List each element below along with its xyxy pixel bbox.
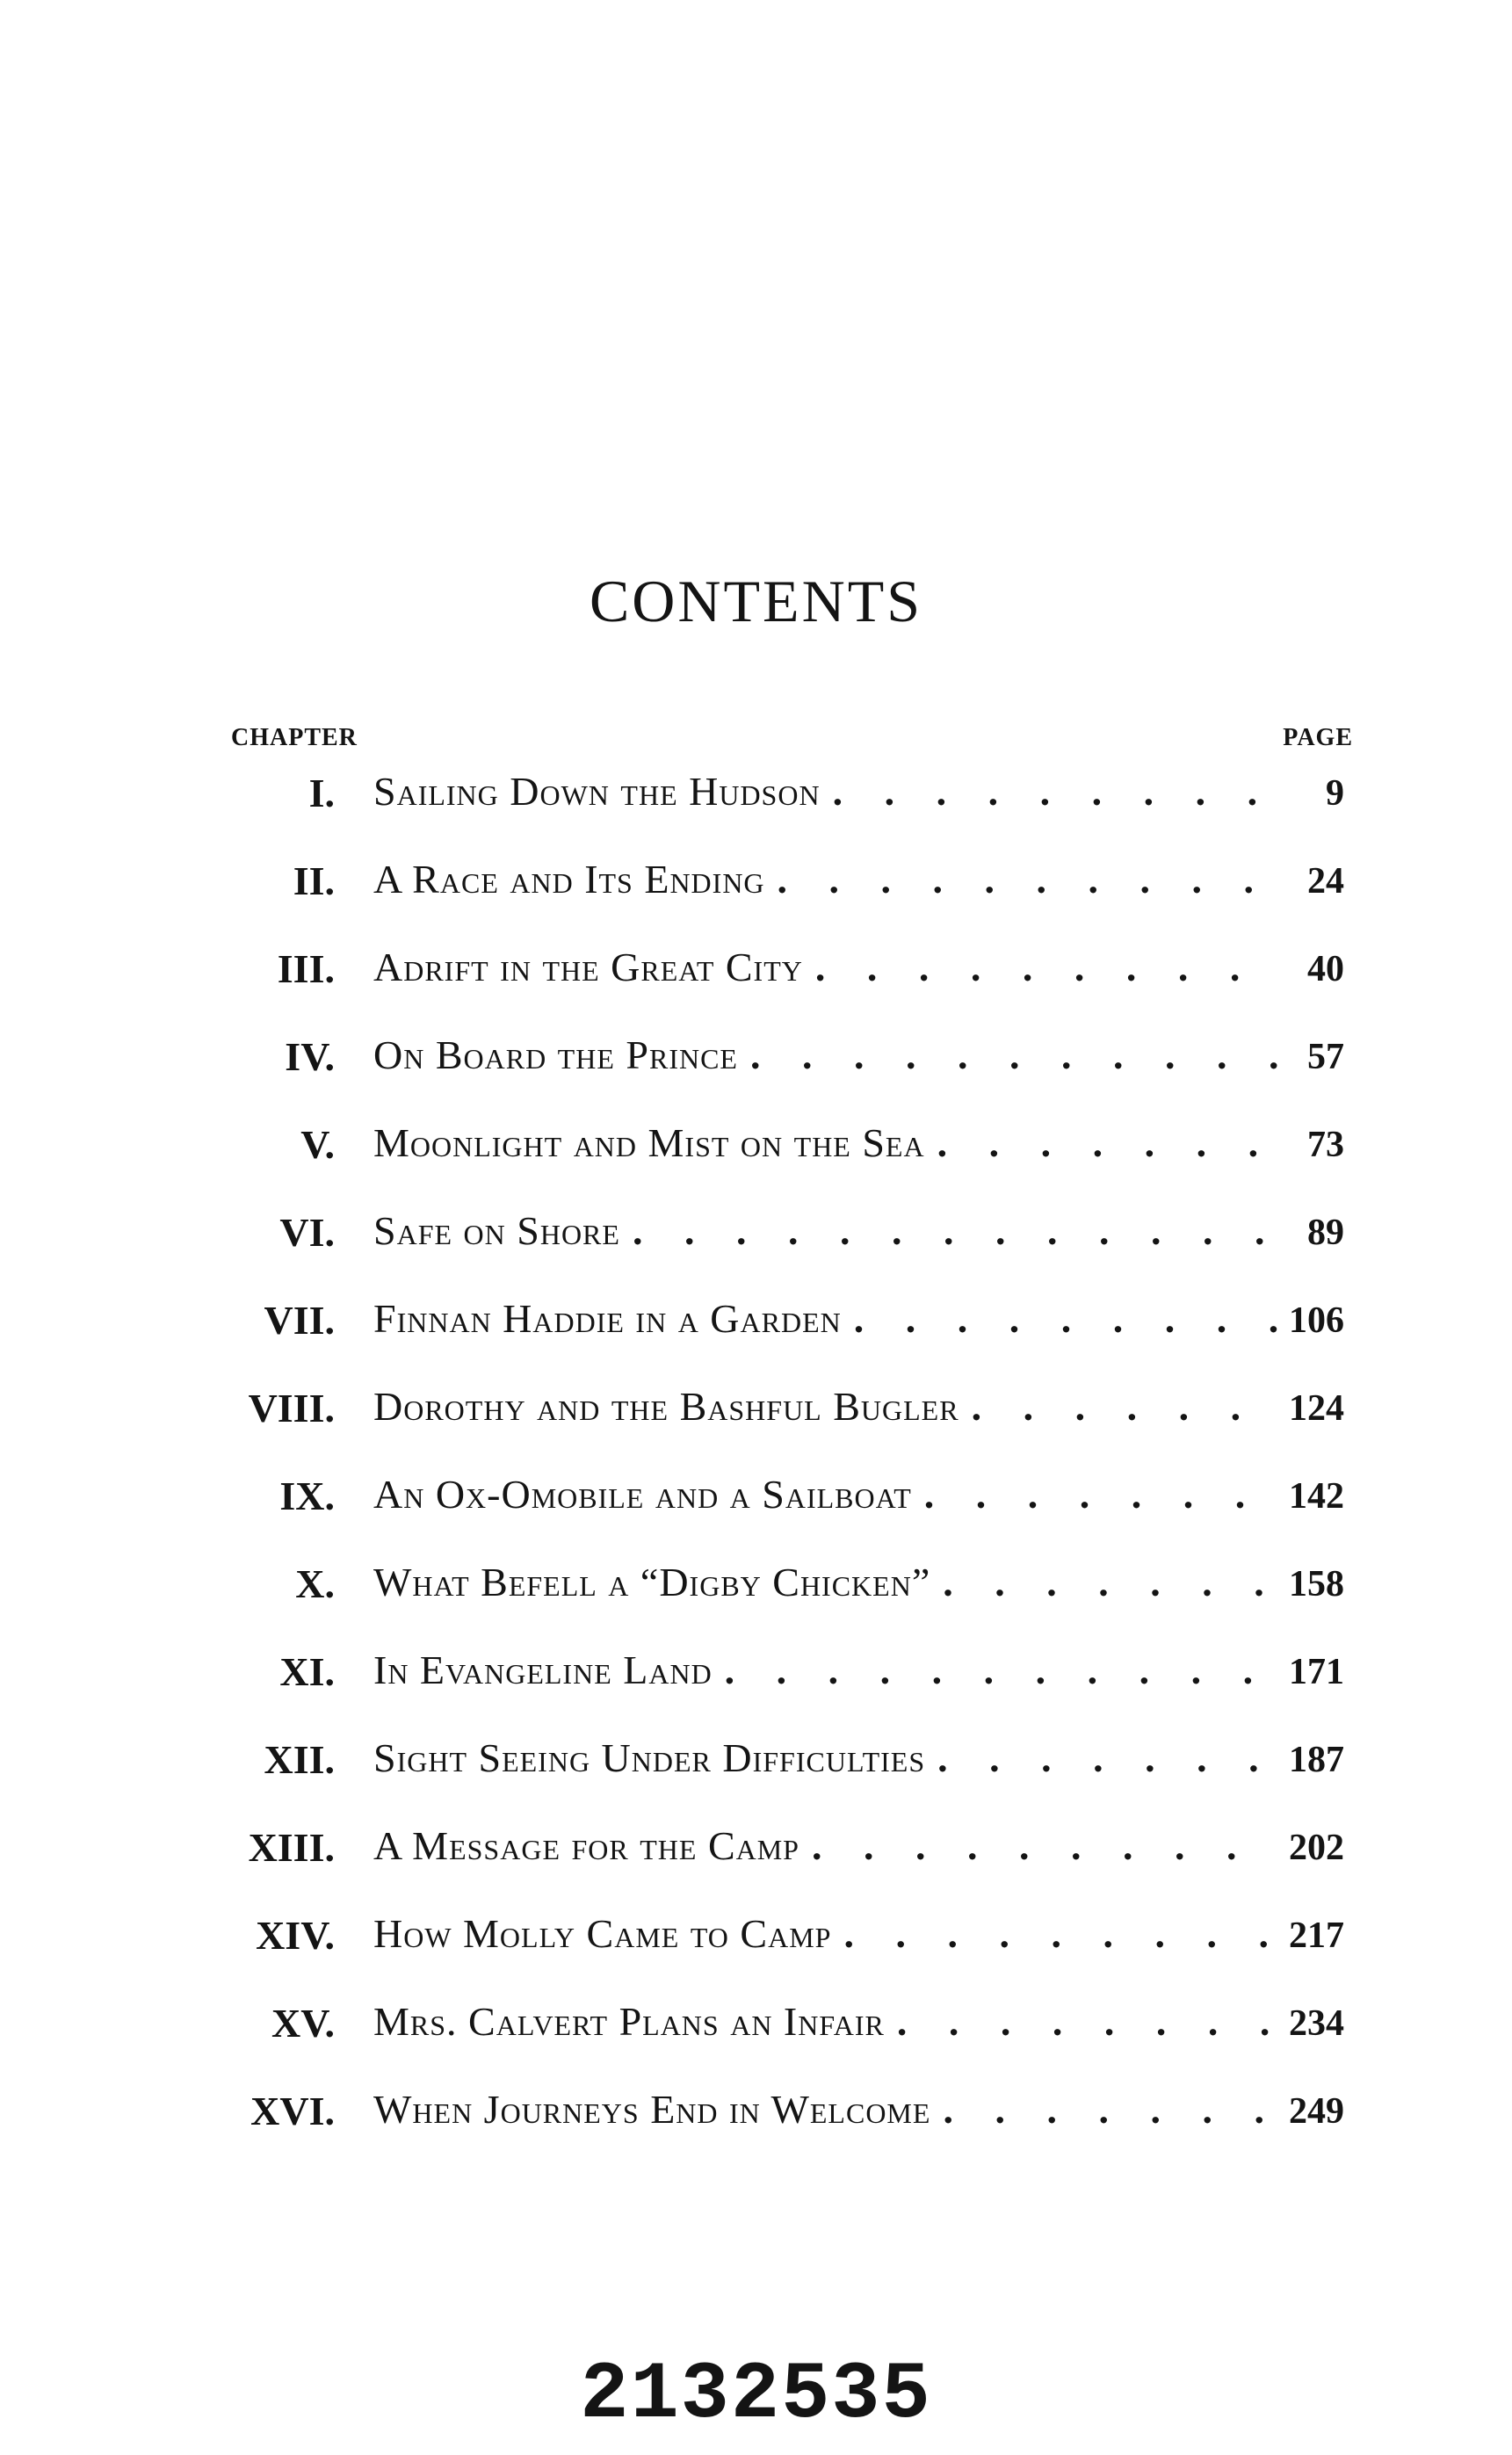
- page-number: 158: [1289, 1564, 1344, 1604]
- page-number: 171: [1289, 1652, 1344, 1692]
- chapter-title: A Message for the Camp: [373, 1824, 799, 1868]
- page-number: 234: [1289, 2003, 1344, 2044]
- page-number: 202: [1289, 1828, 1344, 1868]
- toc-entry[interactable]: [0, 1292, 1512, 1380]
- toc-entry[interactable]: [0, 1731, 1512, 1819]
- dot-leader: [620, 1209, 1281, 1254]
- toc-entry[interactable]: [0, 852, 1512, 940]
- chapter-title: Moonlight and Mist on the Sea: [373, 1121, 925, 1165]
- chapter-title: Sight Seeing Under Difficulties: [373, 1736, 926, 1780]
- library-stamp-number: 2132535: [580, 2349, 932, 2441]
- chapter-numeral: V.: [300, 1122, 335, 1167]
- chapter-title: An Ox-Omobile and a Sailboat: [373, 1473, 912, 1517]
- dot-leader: [765, 858, 1281, 902]
- page-number: 106: [1289, 1300, 1344, 1341]
- toc-entry[interactable]: [0, 1643, 1512, 1731]
- chapter-numeral: IX.: [279, 1474, 335, 1518]
- dot-leader: [930, 1561, 1278, 1605]
- toc-entry[interactable]: [0, 1819, 1512, 1907]
- dot-leader: [738, 1033, 1281, 1078]
- chapter-numeral: XVI.: [250, 2089, 335, 2133]
- chapter-title: In Evangeline Land: [373, 1648, 713, 1692]
- chapter-numeral: XII.: [264, 1737, 335, 1782]
- chapter-numeral: XV.: [271, 2001, 335, 2046]
- page-number: 142: [1289, 1476, 1344, 1517]
- chapter-numeral: VIII.: [248, 1386, 335, 1430]
- toc-entry[interactable]: [0, 1116, 1512, 1204]
- chapter-title: Adrift in the Great City: [373, 945, 803, 989]
- chapter-numeral: IV.: [285, 1034, 335, 1079]
- page-number: 124: [1289, 1388, 1344, 1429]
- page-number: 24: [1307, 861, 1344, 902]
- dot-leader: [799, 1824, 1278, 1869]
- page-title: CONTENTS: [589, 568, 923, 634]
- dot-leader: [930, 2088, 1278, 2133]
- chapter-numeral: XIII.: [248, 1825, 335, 1870]
- toc-entry[interactable]: [0, 1995, 1512, 2082]
- page-number: 40: [1307, 949, 1344, 989]
- chapter-numeral: XI.: [279, 1649, 335, 1694]
- dot-leader: [885, 2000, 1278, 2045]
- page-number: 57: [1307, 1037, 1344, 1077]
- toc-entry[interactable]: [0, 1204, 1512, 1292]
- dot-leader: [713, 1648, 1278, 1693]
- page-number: 73: [1307, 1125, 1344, 1165]
- page-number: 249: [1289, 2091, 1344, 2132]
- toc-entry[interactable]: [0, 940, 1512, 1028]
- chapter-numeral: VII.: [264, 1298, 335, 1343]
- chapter-numeral: III.: [277, 946, 335, 991]
- dot-leader: [925, 1736, 1278, 1781]
- dot-leader: [842, 1297, 1278, 1342]
- chapter-title: Dorothy and the Bashful Bugler: [373, 1385, 959, 1429]
- chapter-title: A Race and Its Ending: [373, 858, 765, 902]
- dot-leader: [912, 1473, 1278, 1517]
- chapter-title: On Board the Prince: [373, 1033, 738, 1077]
- toc-entry[interactable]: [0, 2082, 1512, 2170]
- toc-entry[interactable]: [0, 1467, 1512, 1555]
- chapter-title: Mrs. Calvert Plans an Infair: [373, 2000, 885, 2044]
- chapter-title: Sailing Down the Hudson: [373, 770, 821, 814]
- chapter-numeral: VI.: [279, 1210, 335, 1255]
- dot-leader: [925, 1121, 1281, 1166]
- page-column-label: PAGE: [1283, 724, 1353, 751]
- toc-entry[interactable]: [0, 1028, 1512, 1116]
- toc-entry[interactable]: [0, 1380, 1512, 1467]
- chapter-numeral: II.: [293, 858, 335, 903]
- dot-leader: [959, 1385, 1278, 1430]
- toc-entry[interactable]: [0, 764, 1512, 852]
- chapter-title: Finnan Haddie in a Garden: [373, 1297, 842, 1341]
- page-number: 217: [1289, 1915, 1344, 1956]
- dot-leader: [821, 770, 1281, 815]
- chapter-numeral: I.: [308, 771, 335, 815]
- chapter-title: When Journeys End in Welcome: [373, 2088, 931, 2132]
- chapter-title: What Befell a “Digby Chicken”: [373, 1561, 931, 1604]
- toc-entry[interactable]: [0, 1555, 1512, 1643]
- chapter-numeral: XIV.: [256, 1913, 335, 1958]
- page-number: 187: [1289, 1740, 1344, 1780]
- chapter-numeral: X.: [295, 1561, 335, 1606]
- page-number: 9: [1326, 773, 1344, 814]
- dot-leader: [803, 945, 1281, 990]
- toc-entry[interactable]: [0, 1907, 1512, 1995]
- chapter-column-label: CHAPTER: [231, 724, 358, 751]
- dot-leader: [831, 1912, 1278, 1957]
- chapter-title: How Molly Came to Camp: [373, 1912, 832, 1956]
- page-number: 89: [1307, 1213, 1344, 1253]
- chapter-title: Safe on Shore: [373, 1209, 620, 1253]
